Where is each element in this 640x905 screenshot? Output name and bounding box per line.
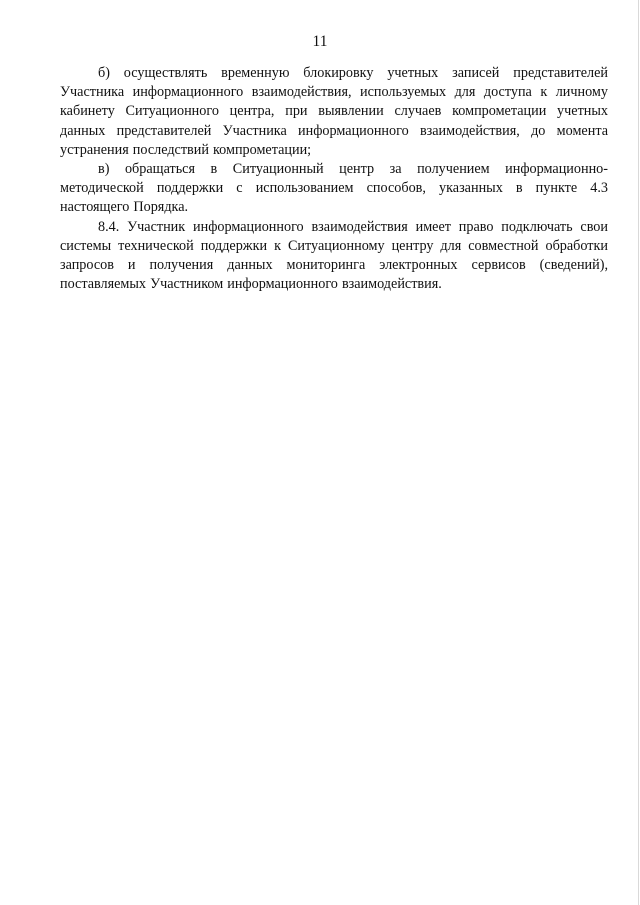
document-body (60, 64, 608, 294)
paragraph-v-methodical-support: в) обращаться в Ситуационный центр за получением информационно-методической поддержки с использованием способов, указанных в пункте 4.3 настоящего Порядка. (60, 161, 608, 216)
page-edge-divider (638, 0, 639, 905)
paragraph-8-4-support-systems: 8.4. Участник информационного взаимодействия имеет право подключать свои системы технической поддержки к Ситуационному центру для совместной обработки запросов и получения данных мониторинга электронных сервисов (сведений), поставляемых Участником информационного взаимодействия. (60, 218, 608, 293)
paragraph-b-account-blocking: б) осуществлять временную блокировку учетных записей представителей Участника информационного взаимодействия, используемых для доступа к личному кабинету Ситуационного центра, при выявлении случаев компрометации учетных данных представителей Участника информационного взаимодействия, до момента устранения последствий компрометации; (60, 65, 608, 158)
page-number: 11 (312, 33, 328, 50)
